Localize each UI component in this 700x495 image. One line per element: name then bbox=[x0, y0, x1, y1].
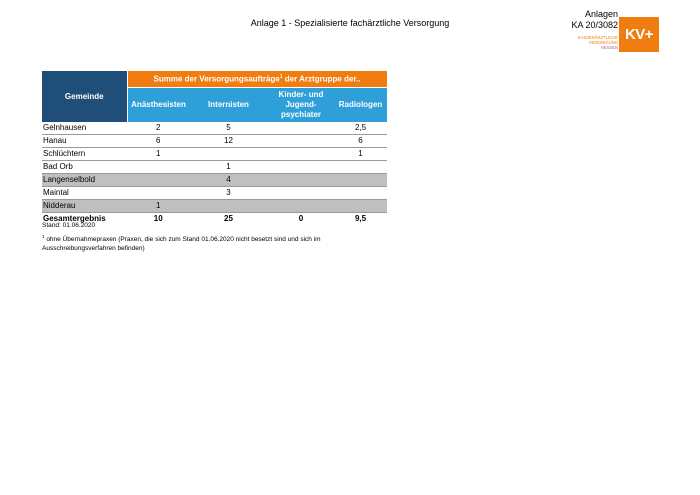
table-row bbox=[42, 122, 387, 135]
header-gemeinde: Gemeinde bbox=[42, 71, 127, 122]
table-row bbox=[42, 161, 387, 174]
header-group-text: Summe der Versorgungsaufträge bbox=[153, 74, 280, 84]
logo-text-line-2: VEREINIGUNG bbox=[588, 40, 618, 45]
header-radiologen: Radiologen bbox=[335, 88, 387, 123]
cell-value bbox=[190, 148, 268, 161]
stand-date: Stand: 01.06.2020 bbox=[42, 222, 96, 229]
page-title: Anlage 1 - Spezialisierte fachärztliche Versorgung bbox=[250, 18, 450, 28]
cell-total-value: 0 bbox=[298, 214, 304, 223]
table-row bbox=[42, 174, 387, 187]
table-row bbox=[42, 135, 387, 148]
cell-value bbox=[127, 174, 190, 187]
header-group bbox=[127, 71, 387, 88]
cell-value bbox=[335, 200, 387, 213]
table-row bbox=[42, 148, 387, 161]
cell-value: 2,5 bbox=[335, 122, 387, 135]
cell-value: 1 bbox=[127, 200, 190, 213]
footnote-mark: 1 bbox=[42, 234, 45, 239]
header-group-footnote-mark: 1 bbox=[279, 74, 283, 81]
cell-value bbox=[335, 187, 387, 200]
header-group-suffix: der Arztgruppe der.. bbox=[282, 74, 361, 84]
cell-value bbox=[127, 161, 190, 174]
cell-value bbox=[268, 148, 335, 161]
footnote-line-2: Ausschreibungsverfahren befinden) bbox=[42, 245, 145, 253]
cell-value bbox=[335, 174, 387, 187]
cell-value: 6 bbox=[127, 135, 190, 148]
cell-value bbox=[268, 187, 335, 200]
kvh-logo bbox=[569, 17, 659, 57]
cell-value: 1 bbox=[335, 148, 387, 161]
footnote-line-1: ohne Übernahmepraxen (Praxen, die sich zum Stand 01.06.2020 nicht besetzt sind und sich im bbox=[44, 236, 321, 244]
cell-gemeinde: Hanau bbox=[42, 135, 127, 148]
cell-gemeinde: Maintal bbox=[42, 187, 127, 200]
header-kinder-jugendpsychiater bbox=[268, 88, 335, 123]
header-kjp-line-1: Kinder- und bbox=[278, 90, 324, 99]
reference-line-1: Anlagen bbox=[584, 9, 618, 19]
cell-value bbox=[268, 135, 335, 148]
cell-gemeinde: Langenselbold bbox=[42, 174, 127, 187]
table-row bbox=[42, 187, 387, 200]
logo-wordmark bbox=[569, 35, 618, 50]
cell-total-label: Gesamtergebnis bbox=[43, 214, 106, 223]
cell-value: 3 bbox=[190, 187, 268, 200]
cell-total-value: 25 bbox=[224, 214, 233, 223]
cell-value: 12 bbox=[190, 135, 268, 148]
cell-gemeinde: Gelnhausen bbox=[42, 122, 127, 135]
cell-total-value: 10 bbox=[153, 214, 163, 223]
cell-gemeinde: Bad Orb bbox=[42, 161, 127, 174]
cell-value bbox=[190, 200, 268, 213]
header-kjp-line-2: Jugend- bbox=[285, 100, 317, 109]
cell-total-value: 9,5 bbox=[354, 214, 367, 223]
cell-value: 1 bbox=[127, 148, 190, 161]
cell-value bbox=[268, 174, 335, 187]
cell-value: 5 bbox=[190, 122, 268, 135]
cell-value: 6 bbox=[335, 135, 387, 148]
cell-value bbox=[127, 187, 190, 200]
cell-gemeinde: Nidderau bbox=[42, 200, 127, 213]
cell-value bbox=[268, 161, 335, 174]
cell-value: 1 bbox=[190, 161, 268, 174]
footnote bbox=[42, 232, 362, 253]
reference-line-2: KA 20/3082 bbox=[571, 20, 618, 30]
cell-value bbox=[268, 200, 335, 213]
header-kjp-line-3: psychiater bbox=[280, 110, 322, 119]
versorgung-table bbox=[42, 71, 387, 225]
cell-value bbox=[268, 122, 335, 135]
cell-gemeinde: Schlüchtern bbox=[42, 148, 127, 161]
logo-text-line-1: KASSENÄRZTLICHE bbox=[577, 35, 618, 40]
logo-text-line-3: HESSEN bbox=[600, 45, 618, 50]
table-row bbox=[42, 200, 387, 213]
header-internisten: Internisten bbox=[190, 88, 268, 123]
cell-value: 2 bbox=[127, 122, 190, 135]
logo-mark: KV+ bbox=[619, 17, 659, 52]
cell-value bbox=[335, 161, 387, 174]
cell-value: 4 bbox=[190, 174, 268, 187]
header-anaesthesisten: Anästhesisten bbox=[127, 88, 190, 123]
